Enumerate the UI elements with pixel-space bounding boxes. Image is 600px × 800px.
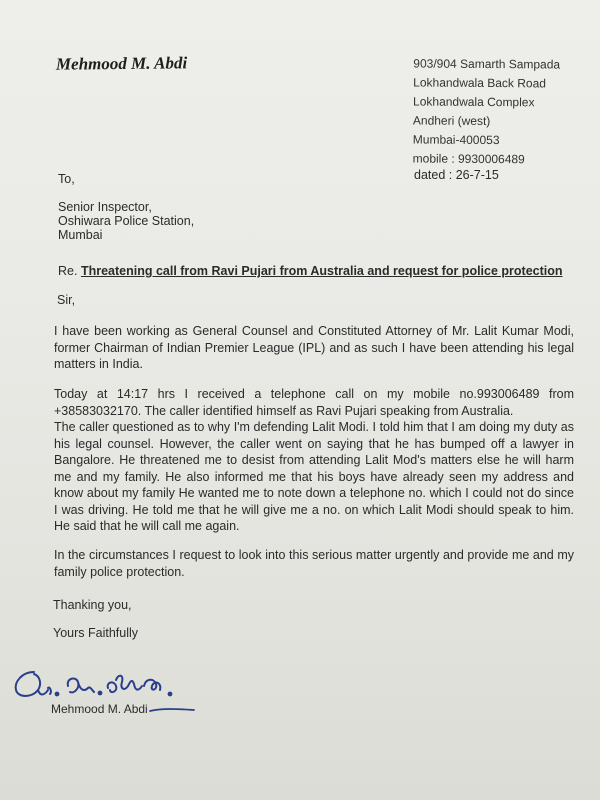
subject-line	[58, 264, 563, 278]
recipient-line: Oshiwara Police Station,	[58, 214, 195, 228]
address-line: Mumbai-400053	[412, 132, 500, 148]
signature-stroke	[148, 705, 196, 715]
sender-name: Mehmood M. Abdi	[55, 53, 188, 74]
address-line: Lokhandwala Back Road	[413, 75, 547, 91]
paragraph-incident-call: Today at 14:17 hrs I received a telephone call on my mobile no.993006489 from +38583032170. The caller identified himself as Ravi Pujari speaking from Australia.	[54, 387, 574, 418]
sender-address	[413, 54, 561, 169]
re-prefix: Re.	[58, 264, 81, 278]
to-label: To,	[58, 172, 75, 186]
paragraph-request: In the circumstances I request to look into this serious matter urgently and provide me and my family police protection.	[54, 548, 574, 579]
signatory-name: Mehmood M. Abdi	[51, 702, 148, 716]
salutation: Sir,	[57, 293, 76, 307]
recipient-line: Mumbai	[58, 228, 103, 242]
address-line: Lokhandwala Complex	[413, 94, 535, 110]
closing-faithfully: Yours Faithfully	[53, 626, 138, 640]
subject-text: Threatening call from Ravi Pujari from Australia and request for police protection	[80, 264, 563, 278]
recipient-address	[58, 200, 194, 242]
letter-date: dated : 26-7-15	[414, 168, 499, 182]
paragraph-intro: I have been working as General Counsel and Constituted Attorney of Mr. Lalit Kumar Modi, former Chairman of Indian Premier League (IPL) and as such I have been attending his legal matters in India.	[54, 324, 574, 371]
address-line: 903/904 Samarth Sampada	[413, 56, 561, 72]
paragraph-incident	[54, 386, 574, 535]
address-line-mobile: mobile : 9930006489	[412, 151, 525, 167]
closing-thanks: Thanking you,	[53, 598, 132, 612]
paragraph-incident-threat: The caller questioned as to why I'm defending Lalit Modi. I told him that I am doing my duty as his legal counsel. However, the caller went on saying that he has bumped off a lawyer in Bangalore. He threatened me to desist from attending Lalit Mod's matters else he will harm me and my family. He also informed me that his boys have already seen my address and know about my family He wanted me to note down a telephone no. which I could not do since I was driving. He told me that he will give me a no. on which Lalit Modi should speak to him. He said that he will call me again.	[54, 420, 574, 533]
recipient-line: Senior Inspector,	[58, 200, 152, 214]
address-line: Andheri (west)	[412, 113, 491, 129]
